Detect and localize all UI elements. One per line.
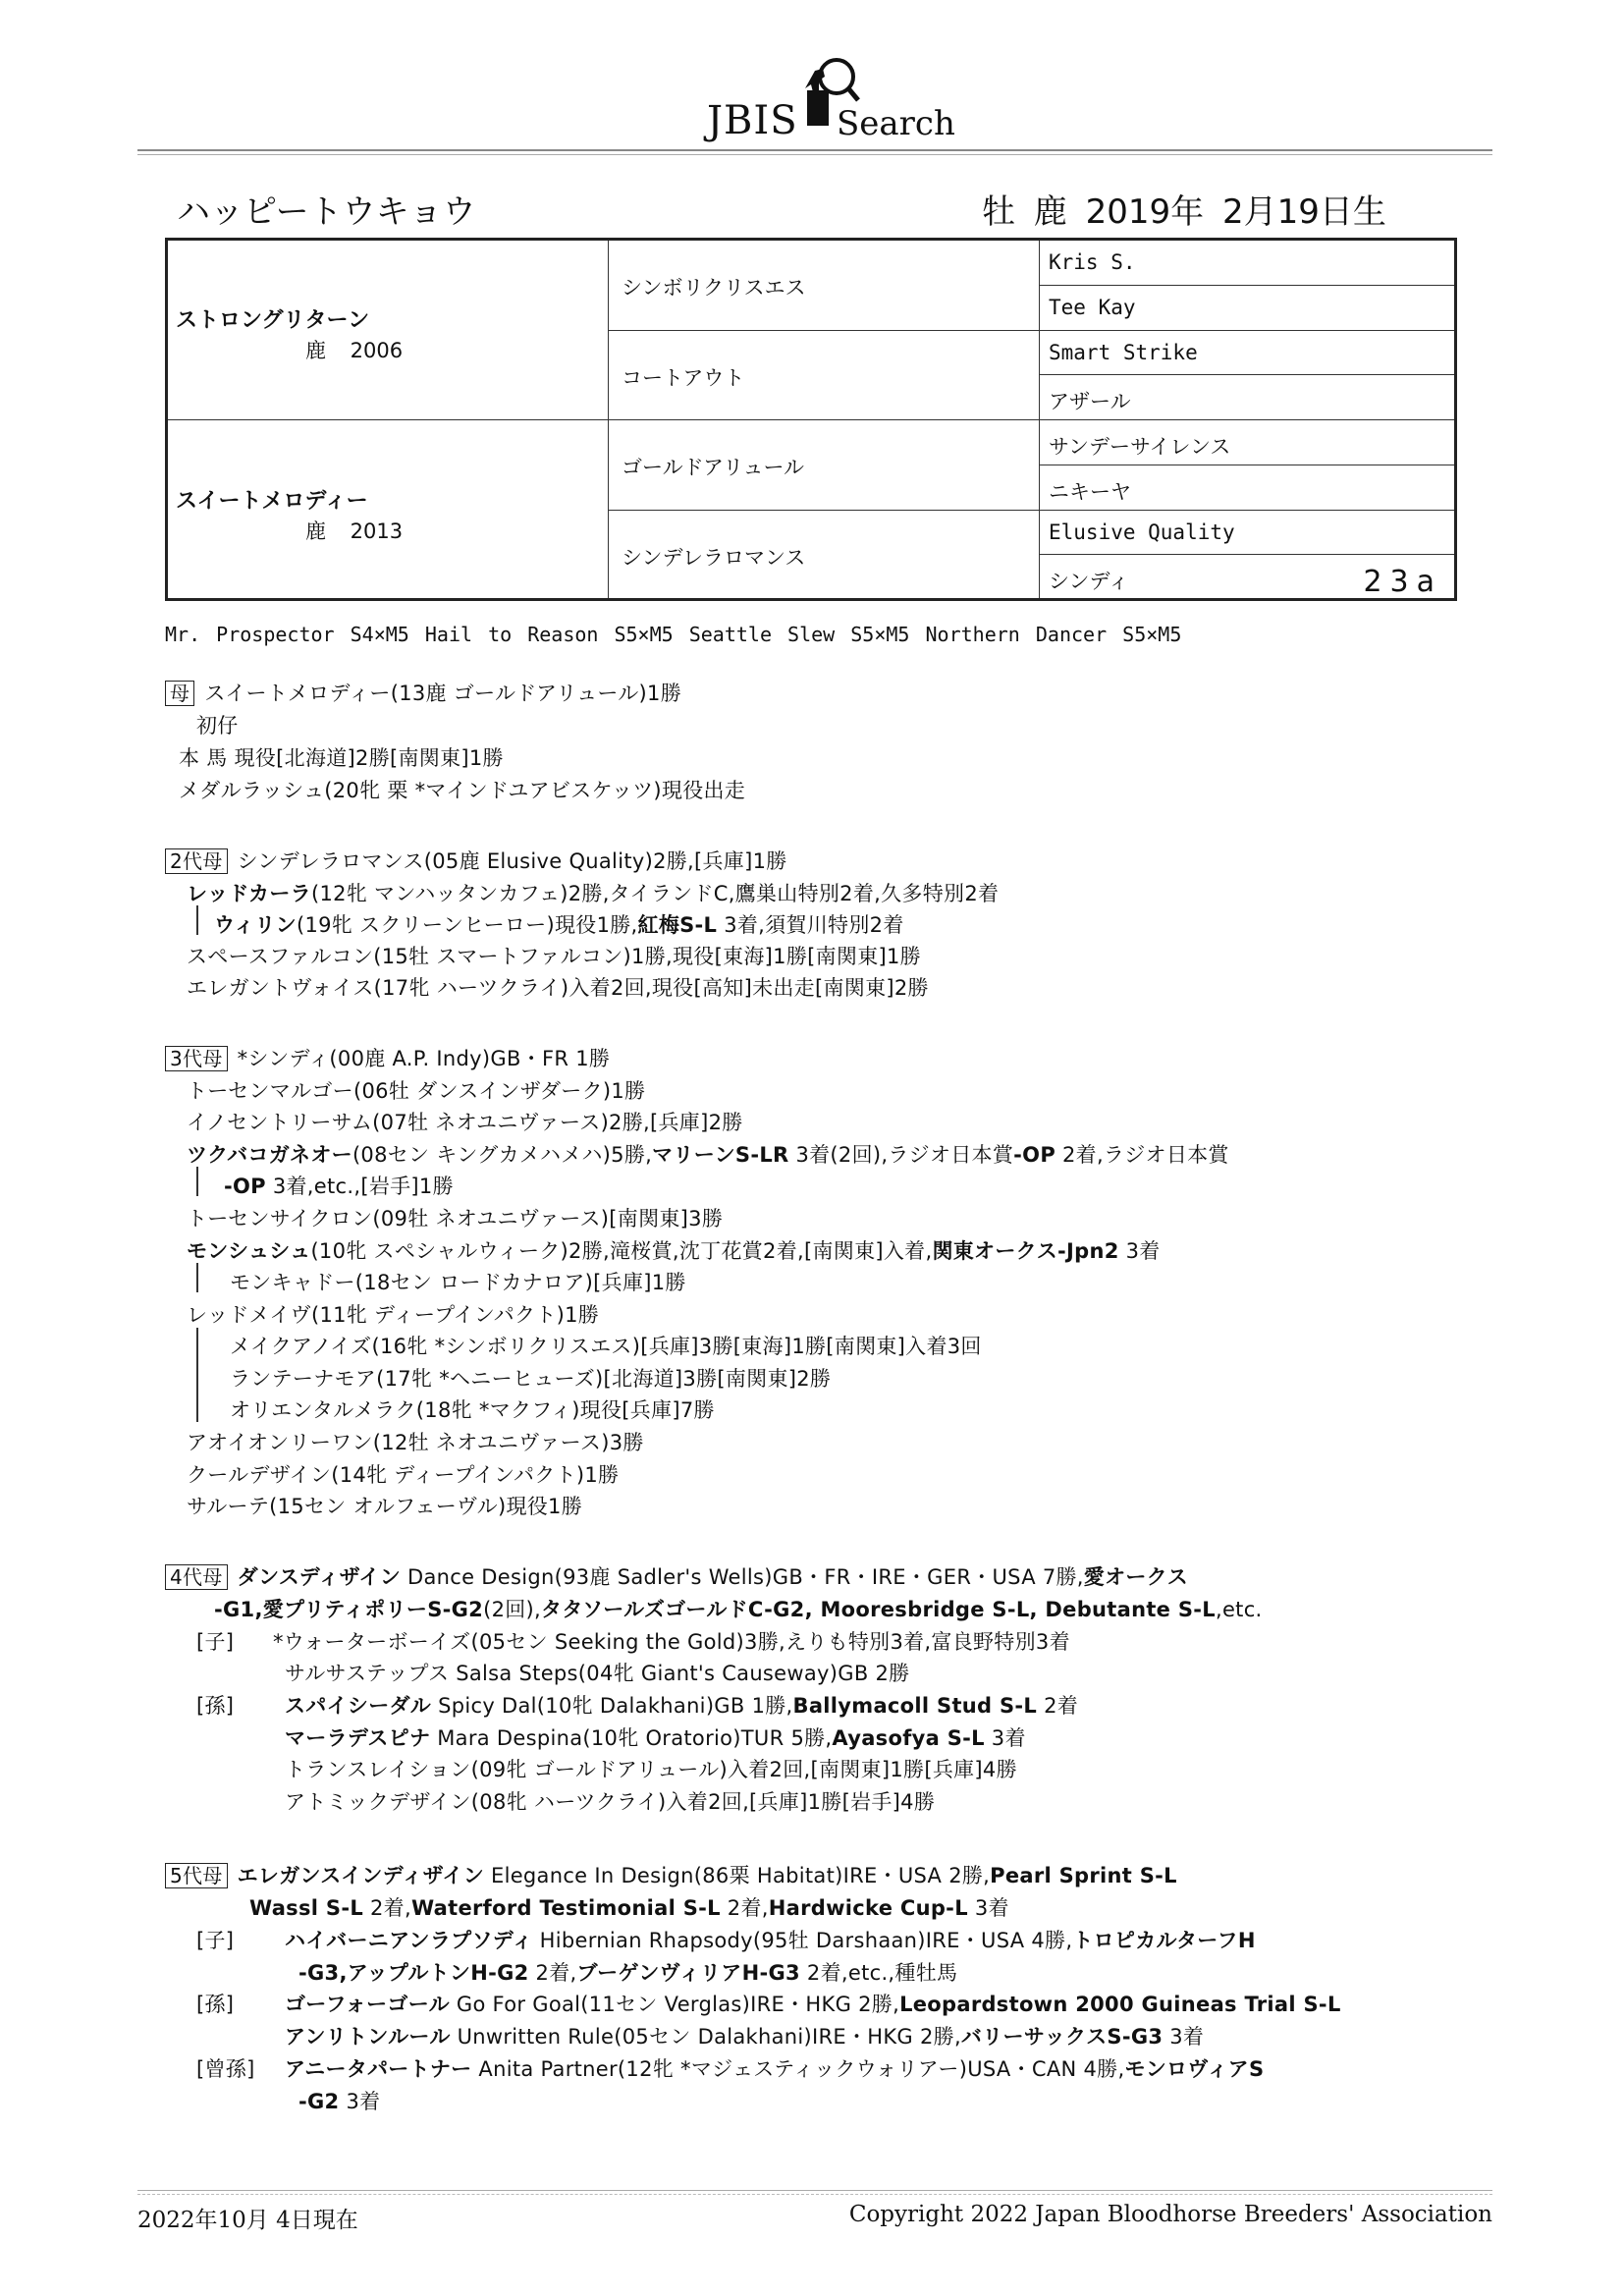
grandchild-tag: [孫] (196, 1993, 235, 2016)
race-name: 関東オークス-Jpn2 (932, 1239, 1119, 1263)
line-text: Hibernian Rhapsody(95牡 Darshaan)IRE・USA 4勝, (532, 1929, 1073, 1952)
section-label: 4代母 (165, 1564, 228, 1590)
family-number: 23a (1363, 565, 1442, 599)
dam-dam: シンデレラロマンス (622, 546, 806, 570)
section-line: アトミックデザイン(08牝 ハーツクライ)入着2回,[兵庫]1勝[岩手]4勝 (285, 1790, 936, 1814)
line-text: Go For Goal(11セン Verglas)IRE・HKG 2勝, (449, 1993, 900, 2016)
dam-name: スイートメロディー (176, 489, 368, 514)
section-line: 初仔 (196, 714, 239, 738)
race-name: Waterford Testimonial S-L (410, 1896, 721, 1920)
bold-name: ゴーフォーゴール (285, 1993, 450, 2016)
section-line: サルサステップス Salsa Steps(04牝 Giant's Causeway)GB 2勝 (285, 1662, 910, 1685)
line-text: Unwritten Rule(05セン Dalakhani)IRE・HKG 2勝, (450, 2025, 961, 2049)
race-name: ブーゲンヴィリアH-G3 (576, 1961, 800, 1985)
section-line: サルーテ(15セン オルフェーヴル)現役1勝 (187, 1495, 583, 1518)
pedigree-divider (1039, 285, 1454, 286)
section-line (214, 909, 904, 939)
line-text: Anita Partner(12牝 *マジェスティックウォリアー)USA・CAN 4勝, (471, 2057, 1125, 2081)
section-line (285, 1722, 1026, 1752)
section-line: イノセントリーサム(07牡 ネオユニヴァース)2勝,[兵庫]2勝 (187, 1111, 743, 1134)
section-line: メダルラッシュ(20牝 栗 *マインドユアビスケッツ)現役出走 (179, 779, 746, 802)
line-text: 2着,ラジオ日本賞 (1056, 1143, 1229, 1167)
line-text: 3着 (339, 2090, 381, 2113)
pedigree-divider (1039, 374, 1454, 375)
race-name: Leopardstown 2000 Guineas Trial S-L (899, 1993, 1341, 2016)
section-line: クールデザイン(14牝 ディープインパクト)1勝 (187, 1463, 620, 1487)
horse-sex-color-birthdate: 牡 鹿 2019年 2月19日生 (982, 192, 1386, 232)
dam-detail: 鹿 2013 (305, 519, 404, 543)
line-text: 3着 (1163, 2025, 1205, 2049)
race-name: 愛オークス (1083, 1565, 1189, 1589)
section-line: スペースファルコン(15牡 スマートファルコン)1勝,現役[東海]1勝[南関東]1勝 (187, 945, 921, 968)
race-name: -G1,愛プリティポリーS-G2 (214, 1598, 484, 1621)
line-text: (12牝 マンハッタンカフェ)2勝,タイランドC,鷹巣山特別2着,久多特別2着 (310, 882, 1000, 905)
pedigree-ddd: シンディ (1049, 570, 1129, 593)
lineage-bar (196, 905, 198, 935)
race-name: マリーンS-LR (652, 1143, 789, 1167)
pedigree-divider (168, 419, 1454, 420)
pedigree-table (165, 238, 1457, 601)
race-name: タタソールズゴールドC-G2, Mooresbridge S-L, Debutante S-L (541, 1598, 1216, 1621)
section-line (187, 878, 999, 907)
footer-copyright: Copyright 2022 Japan Bloodhorse Breeders' Association (848, 2202, 1492, 2227)
lineage-bar (196, 1263, 198, 1292)
bold-name: レッドカーラ (187, 882, 311, 905)
dam-sire: ゴールドアリュール (622, 456, 805, 479)
race-name: Hardwicke Cup-L (768, 1896, 968, 1920)
race-name: モンロヴィアS (1124, 2057, 1265, 2081)
section-line (187, 1139, 1229, 1169)
section-line (298, 2086, 380, 2115)
section-line (285, 2053, 1264, 2083)
footer-date: 2022年10月 4日現在 (137, 2208, 358, 2233)
line-text: ,etc. (1215, 1598, 1263, 1621)
line-text: 2着 (1037, 1694, 1079, 1718)
section-line (214, 1594, 1263, 1623)
section-label: 母 (165, 681, 194, 706)
pedigree-sdd: アザール (1049, 390, 1131, 413)
race-name: Ayasofya S-L (832, 1726, 985, 1750)
pedigree-ssd: Tee Kay (1049, 296, 1136, 319)
bold-name: ツクバコガネオー (187, 1143, 352, 1167)
line-text: (2回), (483, 1598, 542, 1621)
line-text: (10牝 スペシャルウィーク)2勝,滝桜賞,沈丁花賞2着,[南関東]入着, (310, 1239, 933, 1263)
bold-name: ウィリン (214, 913, 297, 937)
sire-detail: 鹿 2006 (305, 339, 404, 362)
section-text: シンデレラロマンス(05鹿 Elusive Quality)2勝,[兵庫]1勝 (237, 849, 787, 873)
pedigree-divider (608, 330, 1454, 331)
race-name: Pearl Sprint S-L (990, 1864, 1177, 1887)
section-line (298, 1957, 957, 1987)
pedigree-divider (1039, 554, 1454, 555)
logo-search-text: Search (837, 104, 955, 143)
pedigree-dss: サンデーサイレンス (1049, 435, 1231, 459)
race-name: Wassl S-L (249, 1896, 364, 1920)
line-text: (08セン キングカメハメハ)5勝, (352, 1143, 653, 1167)
section-line: アオイオンリーワン(12牡 ネオユニヴァース)3勝 (187, 1431, 644, 1454)
line-text: 3着 (967, 1896, 1009, 1920)
line-text: 3着(2回),ラジオ日本賞 (788, 1143, 1014, 1167)
sire-dam: コートアウト (622, 366, 745, 390)
grandchild-tag: [孫] (196, 1694, 235, 1718)
sire-name: ストロングリターン (176, 308, 370, 333)
section-line: メイクアノイズ(16牝 *シンボリクリスエス)[兵庫]3勝[東海]1勝[南関東]入着3回 (230, 1335, 982, 1358)
section-2nd-dam-head (165, 846, 787, 875)
section-line: トーセンマルゴー(06牡 ダンスインザダーク)1勝 (187, 1079, 646, 1103)
section-text: *シンディ(00鹿 A.P. Indy)GB・FR 1勝 (237, 1047, 611, 1070)
race-name: -G3,アップルトンH-G2 (298, 1961, 529, 1985)
line-text: 3着 (984, 1726, 1026, 1750)
section-line: トランスレイション(09牝 ゴールドアリュール)入着2回,[南関東]1勝[兵庫]4勝 (285, 1758, 1017, 1781)
section-line (285, 1925, 1256, 1954)
section-line: オリエンタルメラク(18牝 *マクフィ)現役[兵庫]7勝 (230, 1398, 715, 1422)
header-rule (137, 149, 1492, 151)
bold-name: エレガンスインディザイン (237, 1864, 485, 1887)
section-line (224, 1171, 454, 1200)
bold-name: ハイバーニアンラプソディ (285, 1929, 533, 1952)
line-text: 3着 (1118, 1239, 1161, 1263)
line-text: 2着, (720, 1896, 769, 1920)
footer-rule (137, 2190, 1492, 2191)
section-line (285, 1690, 1078, 1720)
line-text: Mara Despina(10牝 Oratorio)TUR 5勝, (430, 1726, 833, 1750)
line-text: 3着,etc.,[岩手]1勝 (265, 1175, 454, 1198)
bold-name: スパイシーダル (285, 1694, 432, 1718)
line-text: 3着,須賀川特別2着 (717, 913, 904, 937)
section-line: ランテーナモア(17牝 *ヘニーヒューズ)[北海道]3勝[南関東]2勝 (230, 1367, 832, 1391)
logo-jbis-text: JBIS (707, 98, 798, 143)
race-name: バリーサックスS-G3 (960, 2025, 1164, 2049)
section-dam-head (165, 678, 681, 707)
race-name: トロピカルターフH (1072, 1929, 1256, 1952)
pedigree-sds: Smart Strike (1049, 341, 1198, 364)
child-tag: [子] (196, 1630, 235, 1654)
section-3rd-dam-head (165, 1043, 610, 1072)
section-4th-dam-head (165, 1561, 1188, 1591)
section-text: Dance Design(93鹿 Sadler's Wells)GB・FR・IRE・GER・USA 7勝, (401, 1565, 1084, 1589)
horse-name: ハッピートウキョウ (177, 192, 476, 232)
section-5th-dam-head (165, 1860, 1177, 1889)
section-label: 3代母 (165, 1046, 228, 1071)
section-text: Elegance In Design(86栗 Habitat)IRE・USA 2勝, (484, 1864, 991, 1887)
section-line: トーセンサイクロン(09牡 ネオユニヴァース)[南関東]3勝 (187, 1207, 724, 1230)
pedigree-dsd: ニキーヤ (1049, 480, 1131, 504)
jbis-search-logo (707, 47, 955, 145)
bold-name: アニータパートナー (285, 2057, 472, 2081)
section-line (187, 1235, 1161, 1265)
section-label: 2代母 (165, 848, 228, 874)
section-line (249, 1892, 1009, 1922)
section-line: 本 馬 現役[北海道]2勝[南関東]1勝 (179, 746, 504, 770)
lineage-bar (196, 1167, 198, 1196)
section-label: 5代母 (165, 1863, 228, 1888)
bold-name: モンシュシュ (187, 1239, 311, 1263)
child-tag: [子] (196, 1929, 235, 1952)
race-name: -OP (1013, 1143, 1056, 1167)
bold-name: アンリトンルール (285, 2025, 451, 2049)
line-text: 2着, (363, 1896, 411, 1920)
race-name: 紅梅S-L (637, 913, 718, 937)
section-line (285, 2021, 1204, 2050)
pedigree-sss: Kris S. (1049, 250, 1136, 274)
pedigree-divider (608, 510, 1454, 511)
section-line (285, 1989, 1341, 2018)
section-line: エレガントヴォイス(17牝 ハーツクライ)入着2回,現役[高知]未出走[南関東]2勝 (187, 976, 929, 1000)
line-text: 2着, (528, 1961, 577, 1985)
race-name: -G2 (298, 2090, 340, 2113)
bold-name: ダンスディザイン (237, 1565, 402, 1589)
section-line: モンキャドー(18セン ロードカナロア)[兵庫]1勝 (230, 1271, 686, 1294)
line-text: 2着,etc.,種牡馬 (799, 1961, 958, 1985)
sire-sire: シンボリクリスエス (622, 276, 806, 300)
race-name: Ballymacoll Stud S-L (792, 1694, 1038, 1718)
lineage-bar (196, 1328, 198, 1422)
section-line: レッドメイヴ(11牝 ディープインパクト)1勝 (187, 1303, 600, 1327)
pedigree-dds: Elusive Quality (1049, 520, 1235, 544)
line-text: (19牝 スクリーンヒーロー)現役1勝, (296, 913, 638, 937)
race-name: -OP (224, 1175, 266, 1198)
header-rule-thin (137, 154, 1492, 155)
inbreeding-line: Mr. Prospector S4×M5 Hail to Reason S5×M5 Seattle Slew S5×M5 Northern Dancer S5×M5 (165, 623, 1182, 646)
section-text: スイートメロディー(13鹿 ゴールドアリュール)1勝 (204, 682, 682, 705)
section-line: *ウォーターボーイズ(05セン Seeking the Gold)3勝,えりも特別3着,富良野特別3着 (273, 1630, 1070, 1654)
bold-name: マーラデスピナ (285, 1726, 431, 1750)
line-text: Spicy Dal(10牝 Dalakhani)GB 1勝, (431, 1694, 793, 1718)
footer-rule-dashed (137, 2194, 1492, 2195)
great-grandchild-tag: [曾孫] (196, 2057, 255, 2081)
